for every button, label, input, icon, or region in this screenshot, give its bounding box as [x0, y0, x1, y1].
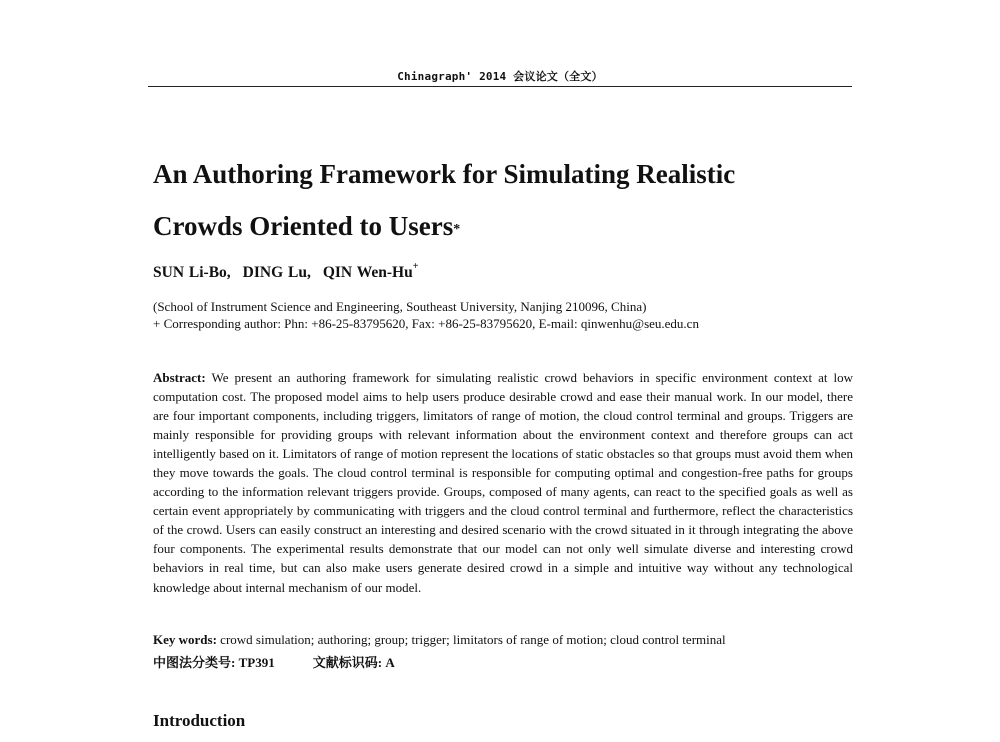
author-ding-lu: DING Lu, [242, 264, 311, 281]
paper-title [153, 148, 853, 252]
title-line-1: An Authoring Framework for Simulating Realistic [153, 159, 736, 189]
doc-code-value: A [385, 655, 395, 670]
classification [153, 652, 395, 671]
keywords [153, 632, 853, 648]
author-list [153, 261, 419, 282]
author-sun-li-bo: SUN Li-Bo, [153, 264, 231, 281]
section-heading-introduction: Introduction [153, 711, 246, 730]
affiliation [153, 298, 699, 332]
clc-label: 中图法分类号: [153, 655, 236, 670]
abstract-label: Abstract: [153, 370, 206, 385]
affiliation-line: (School of Instrument Science and Engineering, Southeast University, Nanjing 210096, China) [153, 299, 647, 314]
clc-value: TP391 [238, 655, 275, 670]
abstract [153, 368, 853, 597]
title-line-2-text: Crowds Oriented to Users [153, 211, 454, 241]
abstract-text: We present an authoring framework for simulating realistic crowd behaviors in specific environment context at low computation cost. The proposed model aims to help users produce desirable crowd and ease their manual work. In our model, there are four important components, including triggers, limitators of range of motion, the cloud control terminal and groups. Triggers are mainly responsible for providing groups with relevant information about the environment context and therefore groups can act intelligently based on it. Limitators of range of motion represent the locations of static obstacles so that groups must avoid them when they move towards the goals. The cloud control terminal is responsible for computing optimal and congestion-free paths for groups according to the information relevant triggers provide. Groups, composed of many agents, can react to the specified goals as well as certain event appropriately by communicating with triggers and the cloud control terminal and furthermore, reflect the characteristics of the crowd. Users can easily construct an interesting and desired scenario with the crowd situated in it through integrating the above four components. The experimental results demonstrate that our model can not only well simulate diverse and interesting crowd behaviors in real time, but can also make users generate desired crowd in a simple and intuitive way without any technological knowledge about internal mechanism of our model. [153, 370, 853, 595]
header-rule [148, 86, 852, 87]
author-qin-wen-hu: QIN Wen-Hu [322, 264, 413, 281]
corresponding-author-line: + Corresponding author: Phn: +86-25-83795620, Fax: +86-25-83795620, E-mail: qinwenhu@seu.edu.cn [153, 316, 699, 331]
title-footnote-mark: * [453, 222, 461, 237]
corresponding-author-mark: + [412, 261, 419, 272]
keywords-label: Key words: [153, 632, 217, 647]
doc-code-label: 文献标识码: [312, 655, 383, 670]
keywords-text: crowd simulation; authoring; group; trigger; limitators of range of motion; cloud control terminal [220, 632, 726, 647]
title-line-2 [153, 200, 853, 252]
running-header: Chinagraph' 2014 会议论文（全文） [397, 70, 603, 83]
